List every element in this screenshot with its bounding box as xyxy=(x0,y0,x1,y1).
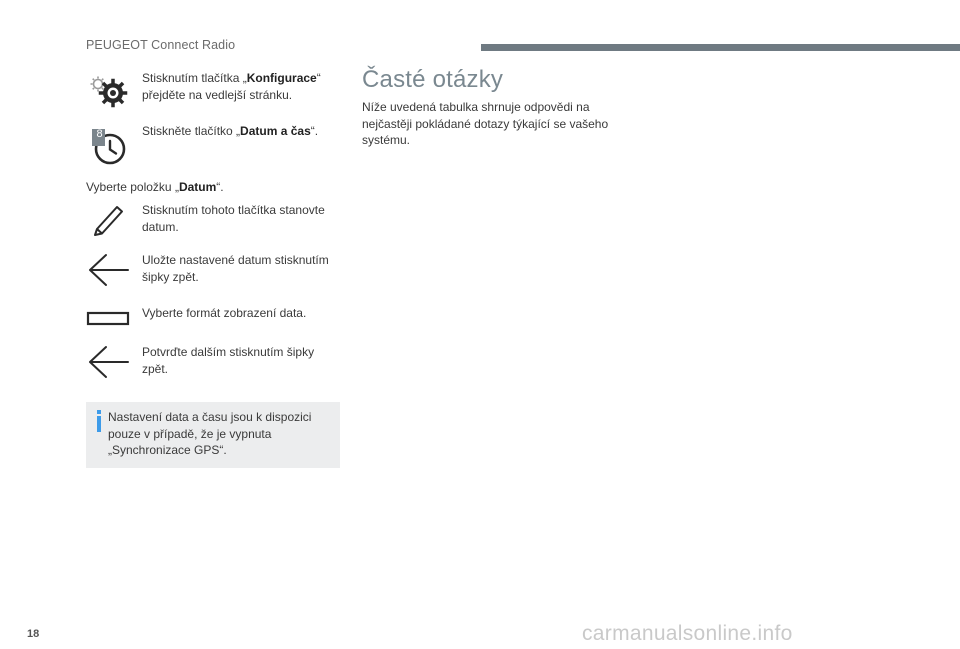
header-bar xyxy=(481,44,960,51)
step-confirm-text: Potvrďte dalším stisknutím šipky zpět. xyxy=(142,345,315,376)
header-title: PEUGEOT Connect Radio xyxy=(86,38,236,52)
settings-badge: 8 xyxy=(96,128,103,140)
gear-icon xyxy=(86,70,130,110)
step-date-time-text: Stiskněte tlačítko „Datum a čas“. xyxy=(142,124,319,138)
clock-icon xyxy=(86,123,130,167)
watermark: carmanualsonline.info xyxy=(582,622,793,645)
faq-heading: Časté otázky xyxy=(362,66,504,93)
back-arrow-icon xyxy=(86,252,130,292)
pencil-icon xyxy=(86,202,130,242)
back-arrow-icon xyxy=(86,344,130,384)
select-date-text: Vyberte položku „Datum“. xyxy=(86,180,224,194)
faq-intro: Níže uvedená tabulka shrnuje odpovědi na nejčastěji pokládané dotazy týkající se vašeho systému. xyxy=(362,100,609,147)
info-icon xyxy=(93,410,105,432)
step-save-date-text: Uložte nastavené datum stisknutím šipky zpět. xyxy=(142,253,329,284)
step-configuration-text: Stisknutím tlačítka „Konfigurace“ přejděte na vedlejší stránku. xyxy=(142,71,321,102)
step-date-format-text: Vyberte formát zobrazení data. xyxy=(142,306,307,320)
info-note xyxy=(86,402,340,468)
info-note-text: Nastavení data a času jsou k dispozici pouze v případě, že je vypnuta „Synchronizace GPS“. xyxy=(108,410,312,457)
step-set-date-text: Stisknutím tohoto tlačítka stanovte datum. xyxy=(142,203,325,234)
page-number: 18 xyxy=(27,628,40,640)
format-bar-icon xyxy=(86,305,130,345)
